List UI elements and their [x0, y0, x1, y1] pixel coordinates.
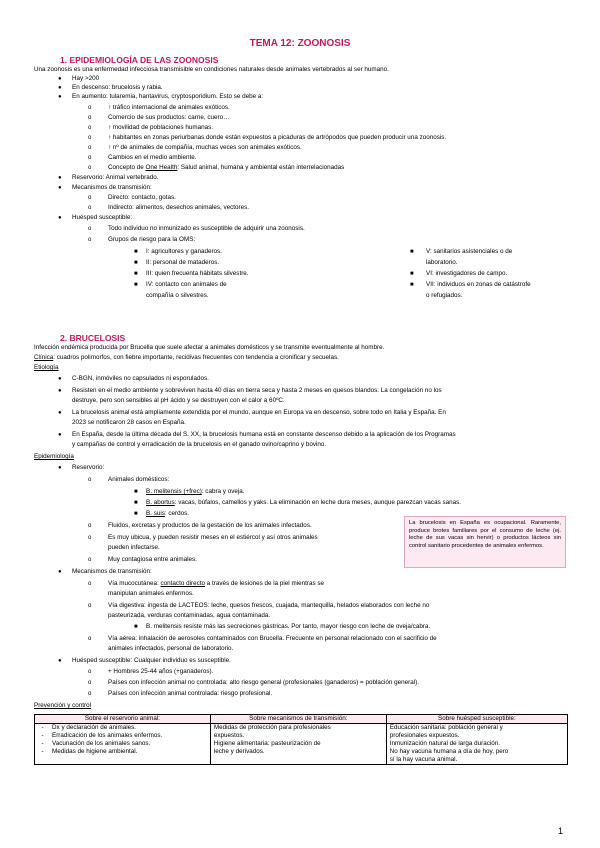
- circle-bullet-icon: o: [88, 195, 92, 201]
- mecanismos-label: Mecanismos de transmisión:: [72, 568, 152, 575]
- clinica-text: : cuadros polimorfos, con fiebre importante, recidivas frecuentes con tendencia a cronificar y secuelas.: [53, 354, 339, 361]
- reservorio-label: Reservorio:: [72, 464, 105, 471]
- sub-item: Directo: contacto, gotas.: [108, 194, 176, 201]
- etio-item-cont: 2023 se notificaron 28 casos en España.: [72, 419, 186, 426]
- bullet-icon: ●: [58, 410, 62, 416]
- cell-line: profesionales expuestos.: [389, 732, 460, 739]
- bullet-icon: ●: [58, 175, 62, 181]
- prevencion-label: Prevención y control: [34, 702, 92, 709]
- etio-item: C-BGN, inmóviles no capsulados ni esporulados.: [72, 375, 209, 382]
- circle-bullet-icon: o: [88, 669, 92, 675]
- species-text: : cabra y oveja.: [201, 488, 245, 495]
- bullet-icon: ●: [58, 185, 62, 191]
- cell-line: Medidas de protección para profesionales: [213, 724, 331, 731]
- circle-bullet-icon: o: [88, 523, 92, 529]
- list-item: - Medidas de higiene ambiental.: [38, 748, 138, 755]
- reservorio-item: Muy contagiosa entre animales.: [108, 556, 197, 563]
- bullet-icon: ●: [58, 465, 62, 471]
- risk-group-cont: compañía o silvestres.: [146, 292, 209, 299]
- list-item-text: Vacunación de los animales sanos.: [52, 740, 151, 747]
- circle-bullet-icon: o: [88, 226, 92, 232]
- sub-item: ↑ habitantes en zonas periurbanas donde están expuestos a picaduras de artrópodos que pueden producir una zoonosis.: [108, 134, 447, 141]
- animales-domesticos: Animales domésticos:: [108, 476, 170, 483]
- list-item-text: Dx y declaración de animales.: [52, 724, 136, 731]
- square-bullet-icon: ■: [134, 260, 138, 266]
- list-item: - Dx y declaración de animales.: [38, 724, 136, 731]
- bullet-text: Mecanismos de transmisión:: [72, 184, 152, 191]
- section-1-heading: 1. EPIDEMIOLOGÍA DE LAS ZOONOSIS: [60, 55, 219, 65]
- species-item: [146, 488, 245, 496]
- huesped-item: Países con infección animal no controlada: alto riesgo general (profesionales (ganaderos) = población general).: [108, 679, 420, 686]
- occupational-note-box: [404, 516, 566, 568]
- species-item: [146, 510, 189, 518]
- one-health-suffix: : Salud animal, humana y ambiental están interrelacionadas: [177, 164, 345, 171]
- square-bullet-icon: ■: [134, 624, 138, 630]
- one-health-prefix: Concepto de: [108, 164, 146, 171]
- sub-item: Comercio de sus productos: carne, cuero…: [108, 114, 230, 121]
- cell-line: Inmunización natural de larga duración.: [389, 740, 501, 747]
- circle-bullet-icon: o: [88, 135, 92, 141]
- clinica-line: [34, 354, 339, 362]
- via-muco-text: a través de lesiones de la piel mientras se: [204, 580, 324, 587]
- species-name: B. melitensis (+frec): [146, 488, 202, 495]
- sub-item: ↑ movilidad de poblaciones humanas.: [108, 124, 214, 131]
- circle-bullet-icon: o: [88, 155, 92, 161]
- contacto-directo: contacto directo: [160, 580, 205, 587]
- circle-bullet-icon: o: [88, 125, 92, 131]
- clinica-label: Clínica: [34, 354, 54, 361]
- circle-bullet-icon: o: [88, 145, 92, 151]
- etio-item: En España, desde la última década del S. XX, la brucelosis humana está en constante descenso debido a la aplicación de los Programas: [72, 431, 456, 438]
- via-aerea-cont: animales infectados, personal de laboratorio.: [108, 645, 234, 652]
- circle-bullet-icon: o: [88, 557, 92, 563]
- via-muco-cont: manipulan animales enfermos.: [108, 590, 194, 597]
- circle-bullet-icon: o: [88, 636, 92, 642]
- etio-item: La brucelosis animal está ampliamente extendida por el mundo, aunque en Europa va en descenso, sobre todo en Italia y España. En: [72, 409, 446, 416]
- page-number: 1: [558, 826, 564, 836]
- circle-bullet-icon: o: [88, 115, 92, 121]
- huesped-item: + Hombres 25-44 años (+ganaderos).: [108, 668, 214, 675]
- occupational-note-text: La brucelosis en España es ocupacional. Raramente, produce brotes familiares por el consumo de leche (ej. leche de sus vacas sin hervir) o productos lácteos sin control sanitario procedentes de animales enfermos.: [409, 520, 561, 549]
- sub-item: Todo individuo no inmunizado es susceptible de adquirir una zoonosis.: [108, 225, 305, 232]
- circle-bullet-icon: o: [88, 477, 92, 483]
- cell-line: No hay vacuna humana a día de hoy, pero: [389, 748, 509, 755]
- circle-bullet-icon: o: [88, 581, 92, 587]
- one-health-item: [108, 164, 344, 172]
- document-title: TEMA 12: ZOONOSIS: [249, 38, 351, 49]
- cell-line: Educación sanitaria: población general y: [389, 724, 503, 731]
- table-cell-huesped: [386, 724, 567, 765]
- cell-line: leche y derivados.: [213, 748, 265, 755]
- melitensis-note: B. melitensis resiste más las secreciones gástricas. Por tanto, mayor riesgo con leche de oveja/cabra.: [146, 623, 431, 630]
- bullet-icon: ●: [58, 85, 62, 91]
- square-bullet-icon: ■: [410, 249, 414, 255]
- list-item-text: Erradicación de los animales enfermos.: [52, 732, 163, 739]
- sub-item: Cambios en el medio ambiente.: [108, 154, 197, 161]
- etio-item-cont: destruye, pero son sensibles al pH ácido y se destruyen con el calor a 60ºC.: [72, 397, 285, 404]
- zoonosis-definition: Una zoonosis es una enfermedad infecciosa transmisible en condiciones naturales desde animales vertebrados al ser humano.: [34, 66, 389, 73]
- square-bullet-icon: ■: [134, 489, 138, 495]
- bullet-icon: ●: [58, 658, 62, 664]
- etio-item-cont: y campañas de control y erradicación de la brucelosis en el ganado ovino/caprino y bovino.: [72, 441, 327, 448]
- one-health-term: One Health: [145, 164, 178, 171]
- risk-group: IV: contacto con animales de: [146, 281, 227, 288]
- etio-item: Resisten en el medio ambiente y sobreviven hasta 40 días en tierra seca y hasta 2 meses en quesos blandos. La congelación no los: [72, 387, 442, 394]
- circle-bullet-icon: o: [88, 105, 92, 111]
- square-bullet-icon: ■: [134, 271, 138, 277]
- species-text: : vacas, búfalos, camellos y yaks. La eliminación en leche dura meses, aunque parezcan vacas sanas.: [174, 499, 462, 506]
- bullet-text: En descenso: brucelosis y rabia.: [72, 84, 163, 91]
- circle-bullet-icon: o: [88, 680, 92, 686]
- bullet-text: Hay >200: [72, 75, 100, 82]
- reservorio-item: Es muy ubicua, y pueden resistir meses en el estiércol y así otros animales: [108, 534, 318, 541]
- risk-group-cont: o refugiados.: [426, 292, 463, 299]
- square-bullet-icon: ■: [410, 271, 414, 277]
- species-text: : cerdos.: [164, 510, 190, 517]
- reservorio-item-cont: pueden infectarse.: [108, 544, 160, 551]
- via-muco-label: Vía mucocutánea:: [108, 580, 161, 587]
- risk-group: V: sanitarios asistenciales o de: [426, 248, 513, 255]
- table-row: [35, 724, 568, 765]
- epidemiologia-label: Epidemiología: [34, 453, 74, 460]
- via-digestiva-cont: pasteurizada, verduras contaminadas, agua contaminada.: [108, 612, 271, 619]
- cell-line: sí la hay vacuna animal.: [389, 756, 458, 763]
- square-bullet-icon: ■: [410, 282, 414, 288]
- sub-item: Grupos de riesgo para la OMS:: [108, 236, 196, 243]
- risk-group: VI: investigadores de campo.: [426, 270, 508, 277]
- table-header: Sobre mecanismos de transmisión:: [210, 715, 386, 724]
- reservorio-item: Fluidos, excretas y productos de la gestación de los animales infectados.: [108, 522, 312, 529]
- circle-bullet-icon: o: [88, 165, 92, 171]
- square-bullet-icon: ■: [134, 511, 138, 517]
- table-cell-reservorio: [35, 724, 211, 765]
- via-digestiva: Vía digestiva: ingesta de LACTEOS: leche, quesos frescos, cuajada, mantequilla, helados elaborados con leche no: [108, 602, 430, 609]
- bullet-icon: ●: [58, 94, 62, 100]
- risk-group: III: quien frecuenta hábitats silvestre.: [146, 270, 249, 277]
- bullet-icon: ●: [58, 376, 62, 382]
- circle-bullet-icon: o: [88, 603, 92, 609]
- table-cell-transmision: [210, 724, 386, 765]
- species-item: [146, 499, 461, 507]
- list-item-text: Medidas de higiene ambiental.: [52, 748, 138, 755]
- bullet-icon: ●: [58, 76, 62, 82]
- bullet-text: En aumento: tularemia, hantavirus, cryptosporidium. Esto se debe a:: [72, 93, 264, 100]
- list-item: - Erradicación de los animales enfermos.: [38, 732, 163, 739]
- cell-line: Higiene alimentaria: pasteurización de: [213, 740, 321, 747]
- circle-bullet-icon: o: [88, 691, 92, 697]
- risk-group-cont: laboratorio.: [426, 259, 458, 266]
- sub-item: ↑ nº de animales de compañía, muchas veces son animales exóticos.: [108, 144, 302, 151]
- risk-group: I: agricultores y ganaderos.: [146, 248, 222, 255]
- circle-bullet-icon: o: [88, 535, 92, 541]
- species-name: B. abortus: [146, 499, 175, 506]
- circle-bullet-icon: o: [88, 237, 92, 243]
- table-header-row: [35, 715, 568, 724]
- sub-item: Indirecto: alimentos, desechos animales, vectores.: [108, 204, 250, 211]
- cell-line: expuestos.: [213, 732, 245, 739]
- bullet-text: Reservorio: Animal vertebrado.: [72, 174, 159, 181]
- huesped-item: Países con infección animal controlada: riesgo profesional.: [108, 690, 273, 697]
- square-bullet-icon: ■: [134, 249, 138, 255]
- list-item: - Vacunación de los animales sanos.: [38, 740, 151, 747]
- section-2-heading: 2. BRUCELOSIS: [60, 333, 126, 343]
- table-header: Sobre el reservorio animal:: [35, 715, 211, 724]
- bullet-icon: ●: [58, 388, 62, 394]
- species-name: B. suis: [146, 510, 165, 517]
- bullet-text: Huésped susceptible:: [72, 214, 133, 221]
- square-bullet-icon: ■: [134, 500, 138, 506]
- bullet-icon: ●: [58, 569, 62, 575]
- risk-group: VII: individuos en zonas de catástrofe: [426, 281, 531, 288]
- circle-bullet-icon: o: [88, 205, 92, 211]
- table-header: Sobre huésped susceptible:: [386, 715, 567, 724]
- square-bullet-icon: ■: [134, 282, 138, 288]
- bullet-icon: ●: [58, 432, 62, 438]
- brucelosis-definition: Infección endémica producida por Brucella que suele afectar a animales domésticos y se transmite eventualmente al hombre.: [34, 344, 385, 351]
- via-aerea: Vía aérea: inhalación de aerosoles contaminados con Brucella. Frecuente en personal relacionado con el sacrificio de: [108, 635, 437, 642]
- prevention-table: [34, 714, 568, 765]
- via-mucocutanea: [108, 580, 324, 588]
- bullet-icon: ●: [58, 215, 62, 221]
- sub-item: ↑ tráfico internacional de animales exóticos.: [108, 104, 230, 111]
- huesped-label: Huésped susceptible: Cualquier individuo es susceptible.: [72, 657, 231, 664]
- risk-group: II: personal de mataderos.: [146, 259, 220, 266]
- etiologia-label: Etiología: [34, 364, 59, 371]
